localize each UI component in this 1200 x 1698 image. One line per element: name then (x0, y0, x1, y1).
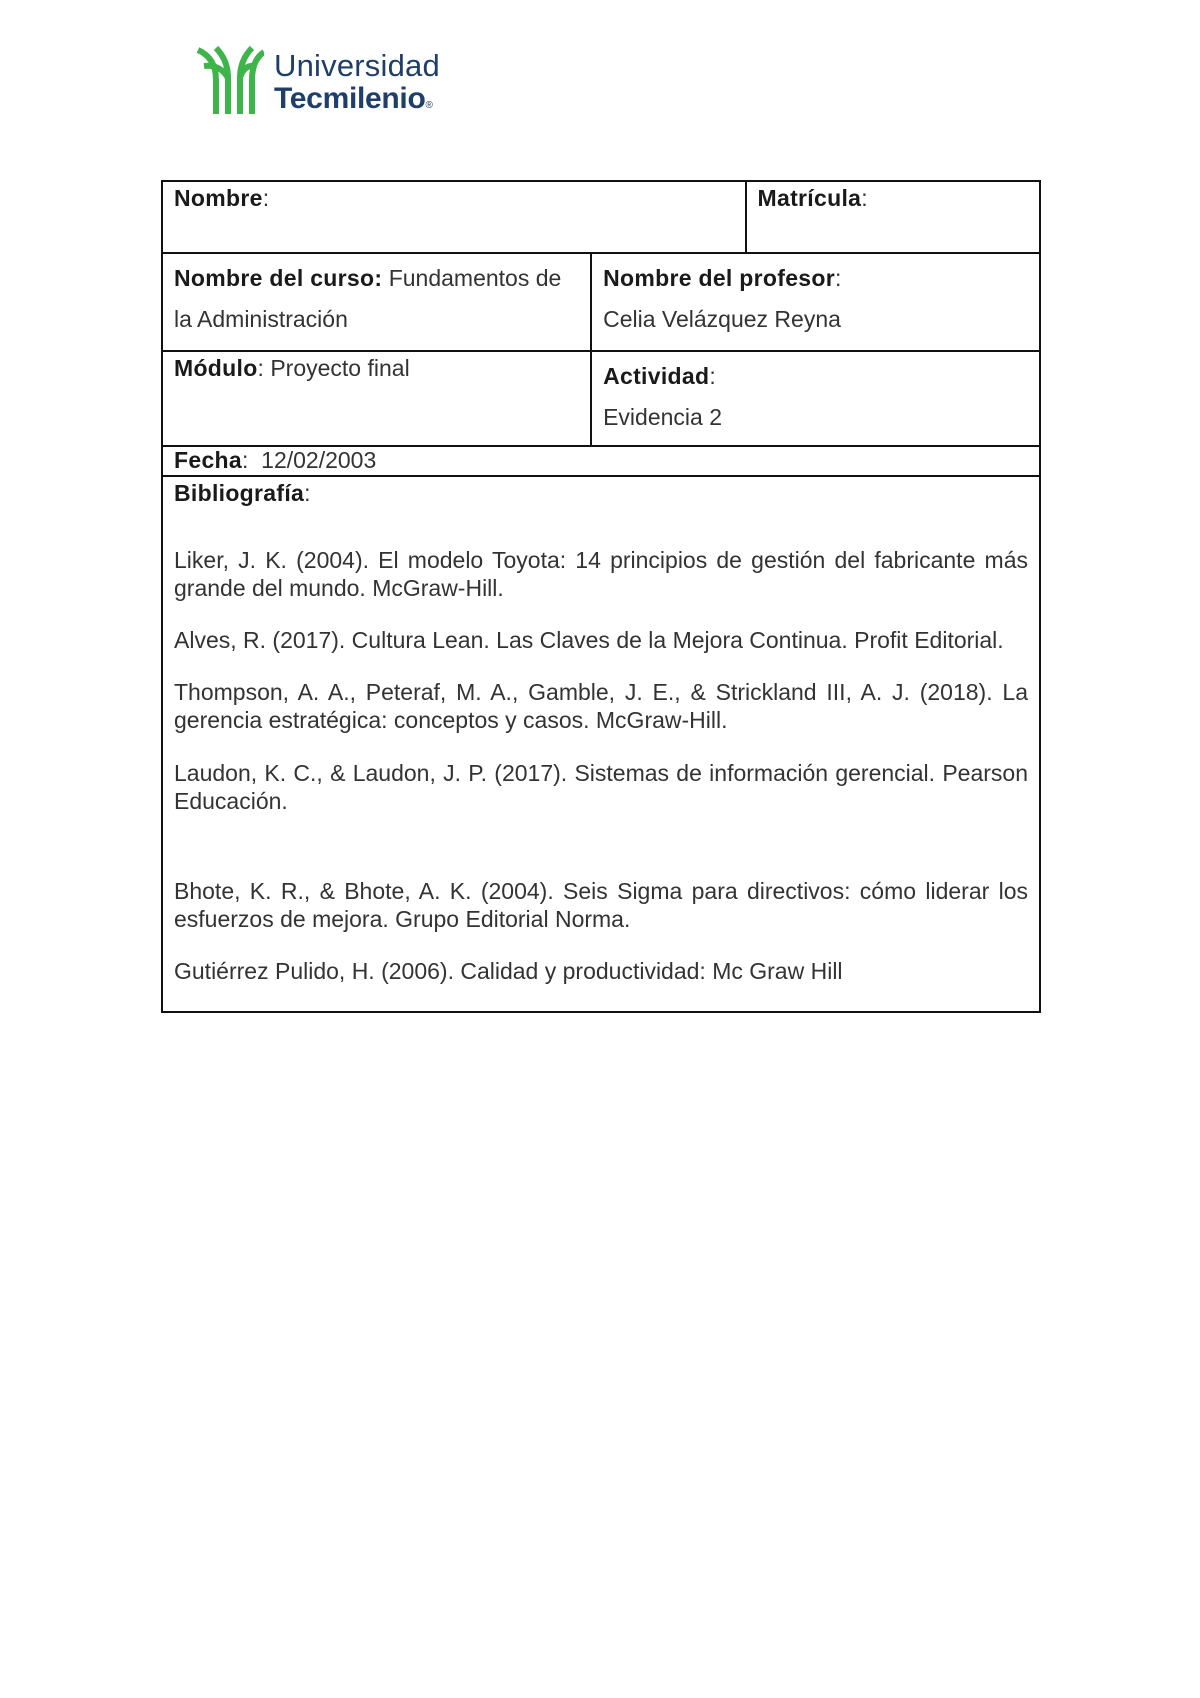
reference-item: Gutiérrez Pulido, H. (2006). Calidad y productividad: Mc Graw Hill (174, 957, 843, 984)
registered-mark: ® (425, 100, 433, 111)
modulo-value: Proyecto final (270, 355, 410, 381)
row-bibliografia (162, 476, 1040, 1012)
row-nombre (162, 181, 1040, 253)
bibliografia-heading (174, 481, 1028, 507)
logo-word-tecmilenio (274, 84, 433, 114)
curso-cell (162, 253, 591, 351)
modulo-cell (162, 351, 591, 446)
tecmilenio-logo (196, 44, 476, 120)
bibliografia-colon: : (304, 479, 311, 506)
row-modulo-actividad (162, 351, 1040, 446)
profesor-cell (591, 253, 1040, 351)
tecmilenio-logo-icon (196, 44, 264, 114)
fecha-value: 12/02/2003 (261, 446, 377, 473)
fecha-cell (162, 446, 1040, 476)
reference-item: Laudon, K. C., & Laudon, J. P. (2017). Sistemas de información gerencial. Pearson Educación. (174, 759, 1028, 814)
curso-value: Fundamentos de la Administración (174, 265, 562, 333)
actividad-label: Actividad (603, 363, 710, 389)
actividad-colon: : (709, 363, 716, 389)
reference-item: Alves, R. (2017). Cultura Lean. Las Claves de la Mejora Continua. Profit Editorial. (174, 627, 1004, 654)
profesor-label: Nombre del profesor (603, 265, 835, 291)
modulo-label: Módulo (174, 355, 258, 381)
nombre-cell[interactable] (162, 181, 746, 253)
actividad-cell (591, 351, 1040, 446)
fecha-colon: : (241, 446, 249, 473)
nombre-label: Nombre (174, 185, 263, 211)
reference-item: Thompson, A. A., Peteraf, M. A., Gamble, J. E., & Strickland III, A. J. (2018). La gerencia estratégica: conceptos y casos. McGraw-Hill. (174, 679, 1028, 734)
profesor-colon: : (835, 265, 842, 291)
modulo-colon: : (257, 355, 264, 381)
reference-item: Liker, J. K. (2004). El modelo Toyota: 14 principios de gestión del fabricante más grande del mundo. McGraw-Hill. (174, 547, 1028, 602)
matricula-cell[interactable] (746, 181, 1040, 253)
row-curso-profesor (162, 253, 1040, 351)
reference-item: Bhote, K. R., & Bhote, A. K. (2004). Seis Sigma para directivos: cómo liderar los esfuerzos de mejora. Grupo Editorial Norma. (174, 877, 1028, 932)
student-info-table (161, 180, 1041, 1013)
logo-word-universidad: Universidad (274, 48, 440, 83)
matricula-label: Matrícula (757, 185, 862, 211)
actividad-value: Evidencia 2 (603, 404, 723, 431)
bibliografia-label: Bibliografía (174, 479, 305, 506)
nombre-colon: : (262, 185, 270, 211)
bibliografia-cell (162, 476, 1040, 1012)
matricula-colon: : (861, 185, 868, 211)
fecha-label: Fecha (174, 446, 242, 473)
logo-word-tecmilenio-text: Tecmilenio (274, 82, 426, 115)
curso-label: Nombre del curso: (174, 265, 383, 291)
profesor-value: Celia Velázquez Reyna (603, 306, 841, 333)
row-fecha (162, 446, 1040, 476)
